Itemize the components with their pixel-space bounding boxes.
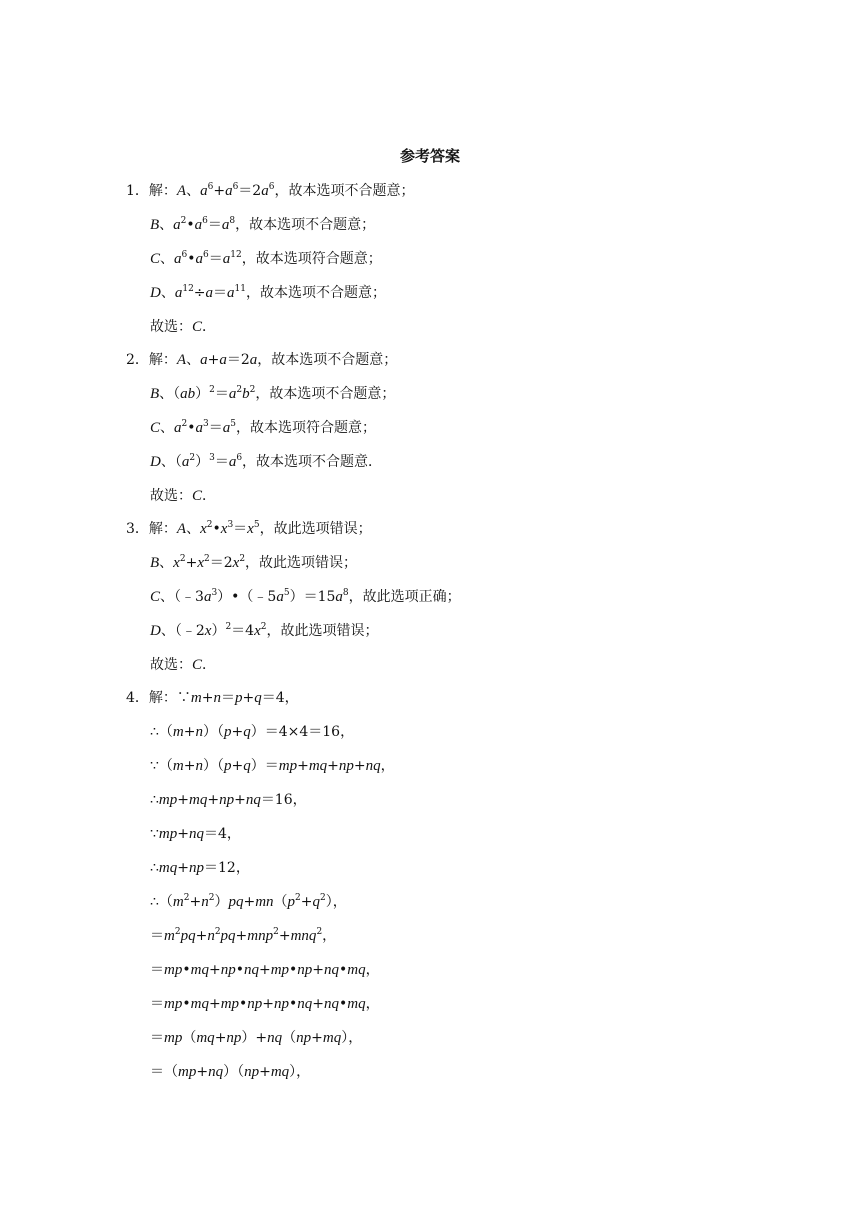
answer-3-line-1 [126,519,372,539]
answer-4-line-3: ∵（m+n）（p+q）＝mp+mq+np+nq， [150,758,395,774]
answer-1-line-1 [126,181,414,201]
answer-4-line-7: $\therefore(m^2+n^2)pq+mn(p^2+q^2)$， [150,893,347,910]
answer-number: 3． [126,521,149,537]
math-text: 解：A、$x^2•x^3=x^5$，故此选项错误； [148,520,372,537]
answer-2-line-2: B、$(ab)^2=a^2b^2$，故本选项不合题意； [150,385,396,402]
math-text: 解：∵m+n＝p+q＝4， [148,690,299,706]
answer-3-line-2: B、$x^2+x^2=2x^2$，故此选项错误； [150,554,358,571]
answer-4-line-10: ＝mp•mq+mp•np+np•nq+nq•mq， [150,996,380,1012]
answer-4-line-4: ∴mp+mq+np+nq＝16， [150,792,307,808]
answer-4-line-12: ＝（mp+nq）（np+mq）， [150,1064,311,1080]
answer-4-line-5: ∵mp+nq＝4， [150,826,241,842]
answer-4-line-2: ∴（m+n）（p+q）＝4×4＝16， [150,724,355,740]
answer-1-line-2: B、$a^2•a^6=a^8$，故本选项不合题意； [150,216,376,233]
answer-2-line-4: D、$(a^2)^3=a^6$，故本选项不合题意． [150,453,383,470]
answer-1-line-5: 故选：C． [150,319,217,335]
answer-2-line-1 [126,350,397,370]
answer-1-line-4: D、$a^{12}\div a=a^{11}$，故本选项不合题意； [150,284,386,301]
answer-number: 2． [126,352,149,368]
answer-3-line-5: 故选：C． [150,657,217,673]
answer-4-line-11: ＝mp（mq+np）+nq（np+mq）， [150,1030,363,1046]
answer-4-line-9: ＝mp•mq+np•nq+mp•np+nq•mq， [150,962,380,978]
answer-number: 1． [126,183,149,199]
math-text: 解：A、$a^6+a^6=2a^6$，故本选项不合题意； [148,182,415,199]
answer-3-line-4: D、$(﹣2x)^2=4x^2$，故此选项错误； [150,622,379,639]
page-title: 参考答案 [399,147,460,165]
answer-number: 4． [126,690,149,706]
answer-3-line-3: C、$(﹣3a^3)•(﹣5a^5)=15a^8$，故此选项正确； [150,588,461,605]
answer-4-line-8: $=m^2pq+n^2pq+mnp^2+mnq^2$， [150,927,337,944]
answer-4-line-1 [126,688,299,708]
math-text: 解：A、a+a＝2a，故本选项不合题意； [148,352,398,368]
answer-1-line-3: C、$a^6•a^6=a^{12}$，故本选项符合题意； [150,250,382,267]
answer-2-line-3: C、$a^2•a^3=a^5$，故本选项符合题意； [150,419,376,436]
answer-4-line-6: ∴mq+np＝12， [150,860,250,876]
answer-2-line-5: 故选：C． [150,488,217,504]
